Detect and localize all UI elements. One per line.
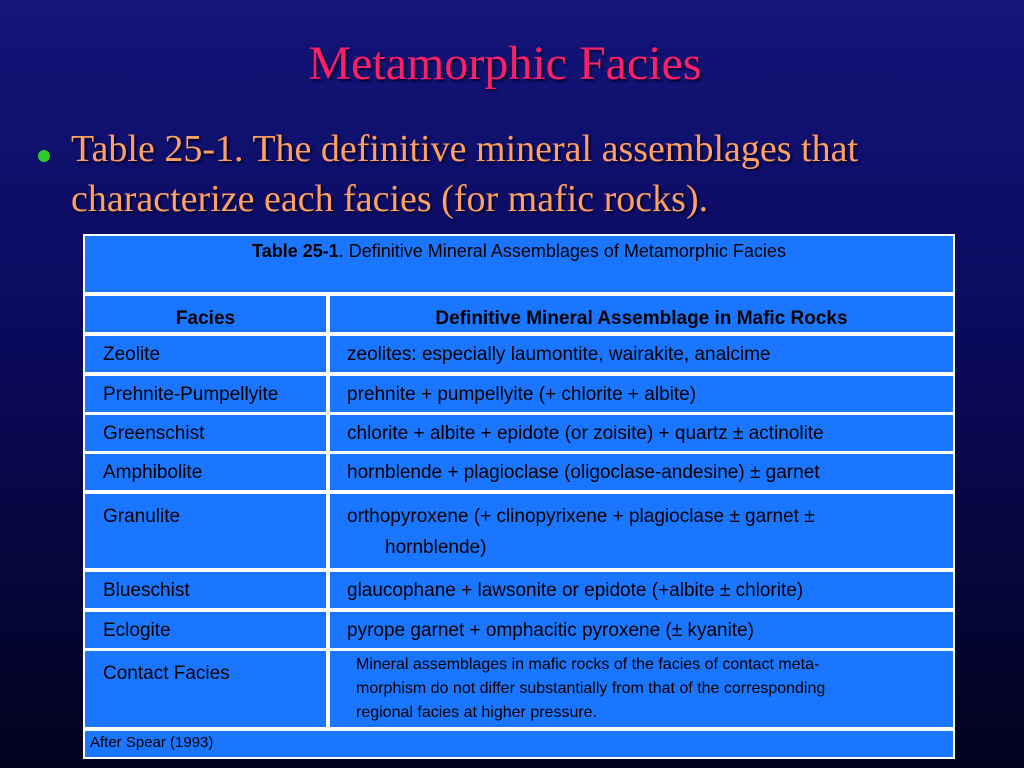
table-header-row	[85, 296, 953, 332]
assemblage-text: zeolites: especially laumontite, wairakite, analcime	[330, 336, 953, 372]
bullet-dot-icon	[38, 150, 50, 162]
table-footer-source: After Spear (1993)	[85, 731, 953, 757]
table-row	[85, 612, 953, 648]
assemblage-line: Mineral assemblages in mafic rocks of the facies of contact meta-	[356, 656, 820, 673]
assemblage-line: hornblende)	[385, 537, 487, 558]
table-row	[85, 651, 953, 727]
bullet-text: Table 25-1. The definitive mineral assemblages that characterize each facies (for mafic rocks).	[71, 128, 858, 220]
facies-name: Zeolite	[85, 336, 326, 372]
facies-name: Prehnite-Pumpellyite	[85, 376, 326, 412]
assemblage-text: pyrope garnet + omphacitic pyroxene (± kyanite)	[330, 612, 953, 648]
assemblage-line: orthopyroxene (+ clinopyrixene + plagioclase ± garnet ±	[347, 506, 815, 527]
assemblage-cell	[330, 494, 953, 568]
assemblage-text: chlorite + albite + epidote (or zoisite) + quartz ± actinolite	[330, 415, 953, 451]
facies-name: Greenschist	[85, 415, 326, 451]
facies-table	[83, 234, 955, 759]
assemblage-line: regional facies at higher pressure.	[356, 704, 598, 721]
table-row	[85, 494, 953, 568]
facies-name: Amphibolite	[85, 454, 326, 490]
table-row	[85, 415, 953, 451]
assemblage-text: prehnite + pumpellyite (+ chlorite + albite)	[330, 376, 953, 412]
column-header-assemblage: Definitive Mineral Assemblage in Mafic Rocks	[330, 296, 953, 332]
table-caption	[85, 236, 953, 292]
facies-name: Granulite	[85, 494, 326, 568]
table-row	[85, 454, 953, 490]
assemblage-text: glaucophane + lawsonite or epidote (+albite ± chlorite)	[330, 572, 953, 608]
bullet-point	[38, 124, 998, 224]
table-caption-text: . Definitive Mineral Assemblages of Metamorphic Facies	[338, 241, 786, 261]
column-header-facies: Facies	[85, 296, 326, 332]
facies-name: Blueschist	[85, 572, 326, 608]
table-row	[85, 336, 953, 372]
assemblage-cell	[330, 651, 953, 727]
table-row	[85, 376, 953, 412]
assemblage-line: morphism do not differ substantially from that of the corresponding	[356, 680, 826, 697]
table-caption-number: Table 25-1	[252, 241, 339, 261]
facies-name: Eclogite	[85, 612, 326, 648]
facies-name: Contact Facies	[85, 651, 326, 727]
assemblage-text: hornblende + plagioclase (oligoclase-andesine) ± garnet	[330, 454, 953, 490]
table-row	[85, 572, 953, 608]
slide-title: Metamorphic Facies	[308, 37, 702, 90]
